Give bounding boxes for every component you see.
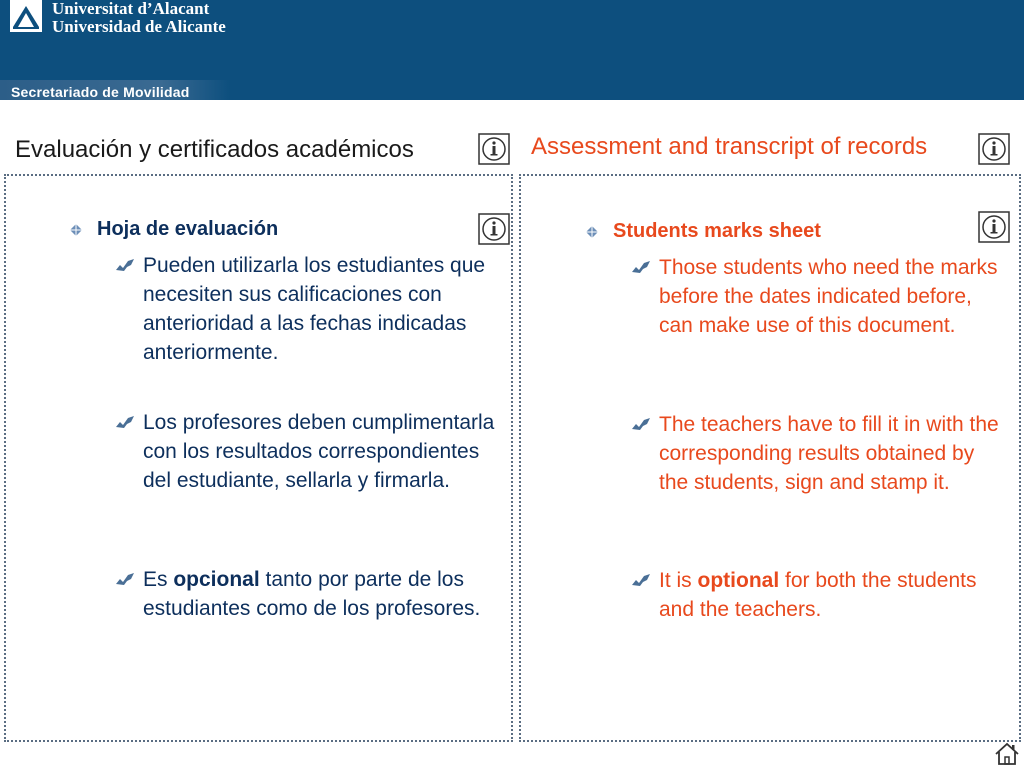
right-paragraph-3 [659, 566, 1009, 624]
left-paragraph-3-bold: opcional [173, 568, 260, 591]
left-paragraph-2: Los profesores deben cumplimentarla con los resultados correspondientes del estudiante, sellarla y firmarla. [143, 411, 495, 492]
arrow-bullet-icon [632, 417, 650, 431]
header-bar [0, 0, 1024, 100]
left-paragraph-3-pre: Es [143, 568, 174, 591]
university-name-ca: Universitat d’Alacant [52, 0, 210, 18]
title-spanish: Evaluación y certificados académicos [15, 136, 414, 163]
info-icon[interactable] [478, 213, 510, 245]
university-name-es: Universidad de Alicante [52, 17, 226, 36]
diamond-bullet-icon [586, 226, 598, 238]
arrow-bullet-icon [632, 260, 650, 274]
university-logo [10, 0, 42, 32]
diamond-bullet-icon [70, 224, 82, 236]
info-icon[interactable] [978, 211, 1010, 243]
arrow-bullet-icon [116, 572, 134, 586]
right-paragraph-2: The teachers have to fill it in with the corresponding results obtained by the students, sign and stamp it. [659, 413, 999, 494]
left-paragraph-3-post: tanto por parte de los estudiantes como de los profesores. [143, 568, 481, 620]
heading-students-marks-sheet: Students marks sheet [613, 220, 821, 242]
info-icon[interactable] [478, 133, 510, 165]
title-english: Assessment and transcript of records [531, 133, 928, 160]
left-paragraph-3 [143, 565, 503, 623]
heading-evaluation-sheet: Hoja de evaluación [97, 218, 279, 240]
right-paragraph-3-pre: It is [659, 569, 698, 592]
home-icon[interactable] [994, 742, 1020, 766]
right-paragraph-1: Those students who need the marks before the dates indicated before, can make use of this document. [659, 256, 998, 337]
right-paragraph-3-post: for both the students and the teachers. [659, 569, 977, 621]
arrow-bullet-icon [116, 415, 134, 429]
right-paragraph-3-bold: optional [697, 569, 780, 592]
info-icon[interactable] [978, 133, 1010, 165]
left-paragraph-1: Pueden utilizarla los estudiantes que necesiten sus calificaciones con anterioridad a las fechas indicadas anteriormente. [143, 254, 486, 364]
arrow-bullet-icon [116, 258, 134, 272]
arrow-bullet-icon [632, 573, 650, 587]
department-name: Secretariado de Movilidad [11, 84, 190, 100]
